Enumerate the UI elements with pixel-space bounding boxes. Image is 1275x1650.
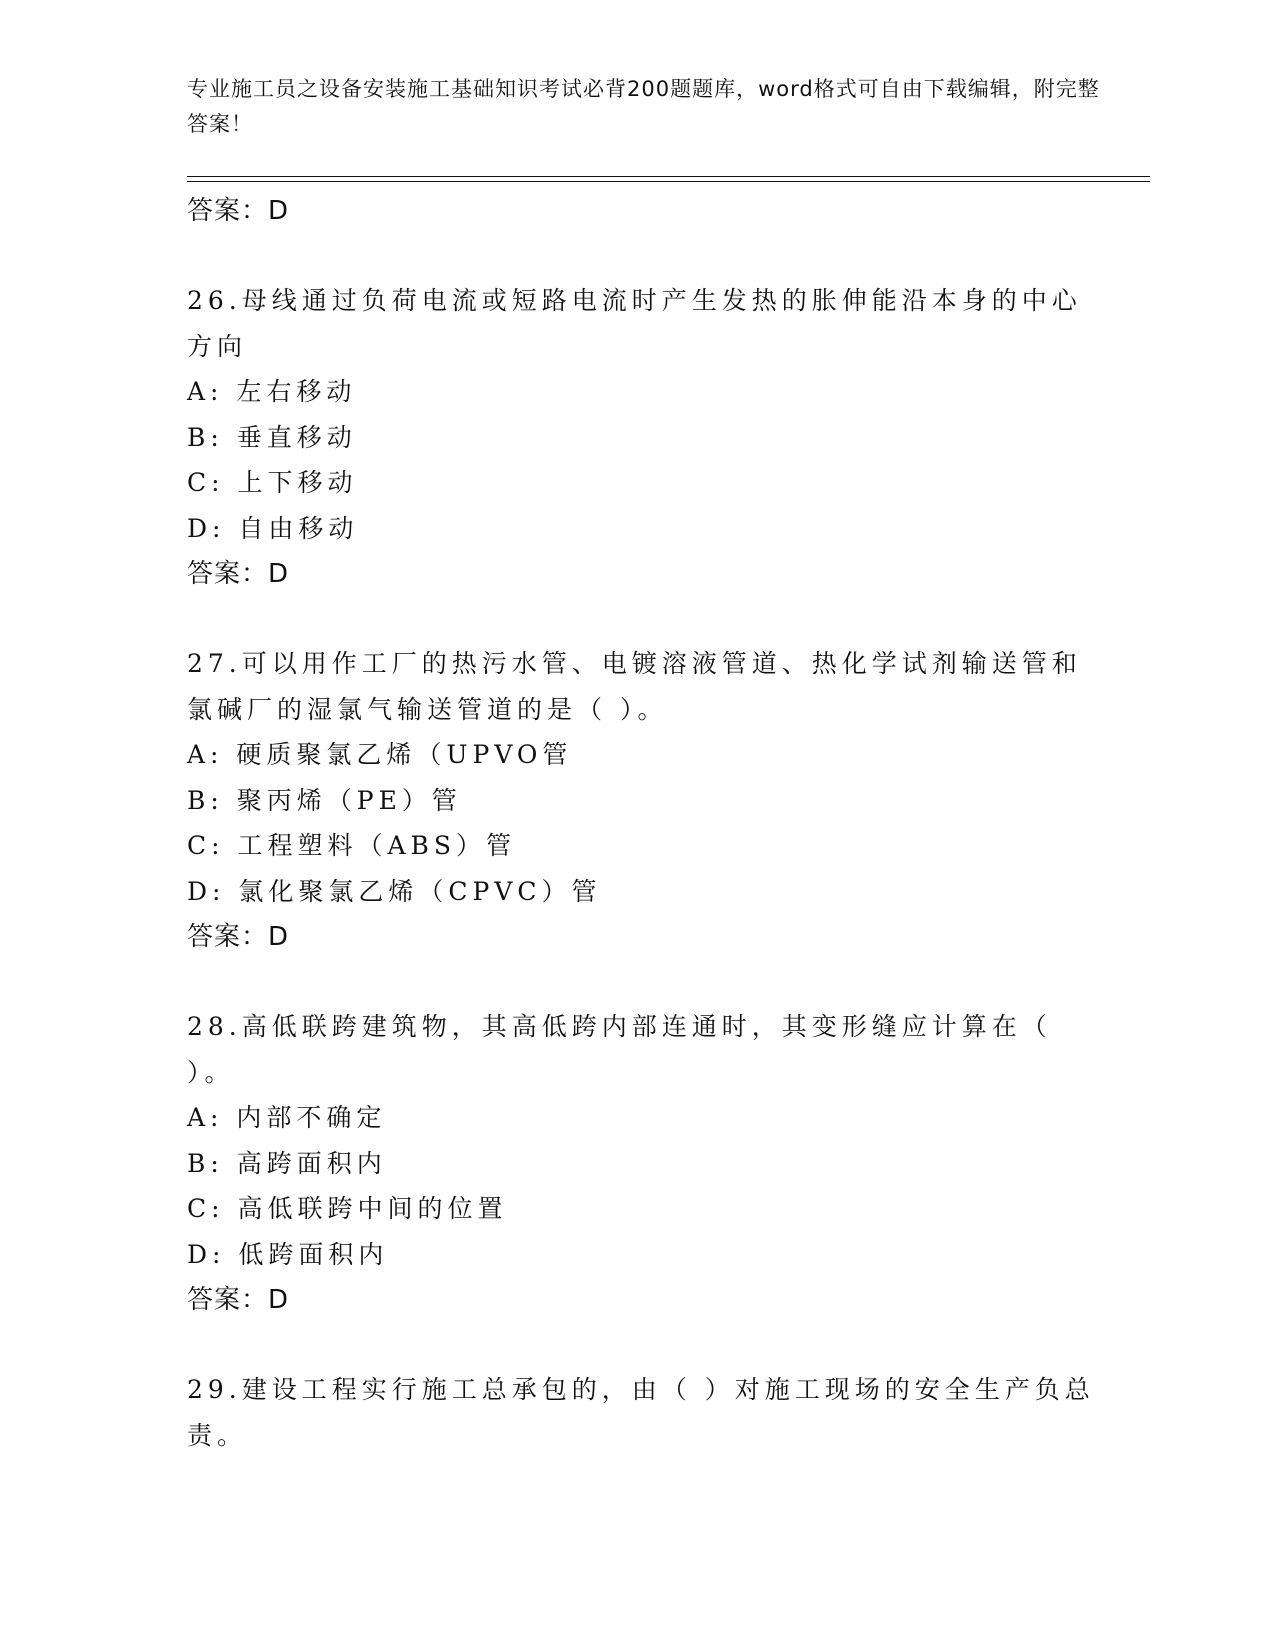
option-b: B: 高跨面积内 <box>187 1148 387 1178</box>
option-a: A: 硬质聚氯乙烯（UPVO管 <box>187 740 573 769</box>
header-divider-bottom <box>187 181 1150 182</box>
question-27 <box>187 641 1107 960</box>
question-answer: 答案：D <box>187 1285 290 1315</box>
header-title: 专业施工员之设备安装施工基础知识考试必背200题题库，word格式可自由下载编辑，附完整答案！ <box>187 77 1100 136</box>
option-d: D: 低跨面积内 <box>187 1239 389 1269</box>
option-d: D: 氯化聚氯乙烯（CPVC）管 <box>187 876 602 906</box>
question-26 <box>187 278 1107 597</box>
question-29 <box>187 1367 1107 1458</box>
option-b: B: 聚丙烯（PE）管 <box>187 785 462 815</box>
option-c: C: 高低联跨中间的位置 <box>187 1194 508 1223</box>
option-a: A: 左右移动 <box>187 377 357 406</box>
question-28 <box>187 1004 1107 1323</box>
question-list <box>187 188 1107 1458</box>
question-stem: 29.建设工程实行施工总承包的，由（ ）对施工现场的安全生产负总责。 <box>187 1375 1095 1450</box>
option-d: D: 自由移动 <box>187 513 359 543</box>
header-divider-top <box>187 176 1150 177</box>
option-a: A: 内部不确定 <box>187 1103 387 1132</box>
question-stem: 27.可以用作工厂的热污水管、电镀溶液管道、热化学试剂输送管和氯碱厂的湿氯气输送管道的是（ ）。 <box>187 649 1082 724</box>
question-stem: 28.高低联跨建筑物，其高低跨内部连通时，其变形缝应计算在（ ）。 <box>187 1012 1052 1087</box>
question-stem: 26.母线通过负荷电流或短路电流时产生发热的胀伸能沿本身的中心方向 <box>187 286 1082 361</box>
option-c: C: 上下移动 <box>187 468 358 497</box>
question-answer: 答案：D <box>187 922 290 952</box>
previous-answer: 答案：D <box>187 196 290 226</box>
option-c: C: 工程塑料（ABS）管 <box>187 831 517 860</box>
question-answer: 答案：D <box>187 559 290 589</box>
document-header <box>187 72 1107 142</box>
option-b: B: 垂直移动 <box>187 422 357 452</box>
